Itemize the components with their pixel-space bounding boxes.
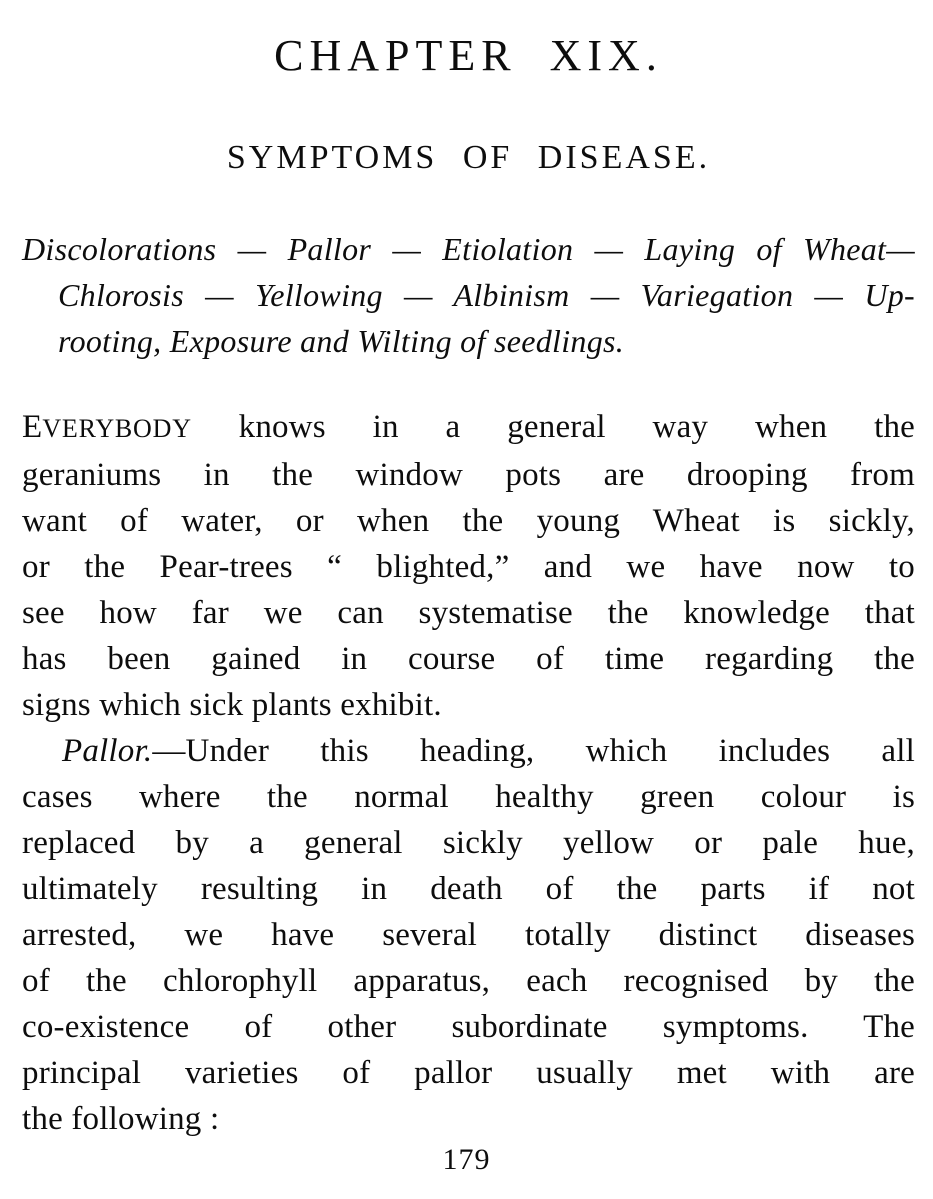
- line-text: —Under this heading, which includes all: [152, 733, 915, 769]
- body-line: ultimately resulting in death of the parts if not: [22, 871, 915, 907]
- chapter-heading: CHAPTER XIX.: [274, 31, 663, 80]
- body-line: or the Pear-trees “ blighted,” and we have now to: [22, 549, 915, 585]
- paragraph-pallor: [22, 728, 915, 1142]
- body-line: [22, 728, 915, 774]
- body-line: principal varieties of pallor usually met with are: [22, 1055, 915, 1091]
- headnote-line: Chlorosis — Yellowing — Albinism — Variegation — Up-: [58, 277, 915, 313]
- leading-capital: E: [22, 409, 43, 445]
- body-line: want of water, or when the young Wheat is sickly,: [22, 503, 915, 539]
- chapter-headnote: [22, 226, 915, 364]
- headnote-line: Discolorations — Pallor — Etiolation — Laying of Wheat—: [22, 231, 915, 267]
- body-line: see how far we can systematise the knowledge that: [22, 595, 915, 631]
- page-number: 179: [442, 1143, 491, 1176]
- body-line: geraniums in the window pots are drooping from: [22, 457, 915, 493]
- body-line: [22, 404, 915, 452]
- body-line: of the chlorophyll apparatus, each recognised by the: [22, 963, 915, 999]
- body-line: signs which sick plants exhibit.: [22, 687, 442, 723]
- paragraph-everybody: [22, 404, 915, 728]
- body-line: the following :: [22, 1101, 220, 1137]
- body-line: arrested, we have several totally distinct diseases: [22, 917, 915, 953]
- body-line: cases where the normal healthy green colour is: [22, 779, 915, 815]
- italic-lead-word: Pallor.: [62, 733, 153, 769]
- headnote-line: rooting, Exposure and Wilting of seedlings.: [58, 323, 625, 359]
- body-line: replaced by a general sickly yellow or pale hue,: [22, 825, 915, 861]
- section-heading: SYMPTOMS OF DISEASE.: [226, 139, 711, 176]
- body-text: [22, 404, 915, 1142]
- body-line: has been gained in course of time regarding the: [22, 641, 915, 677]
- line-text: knows in a general way when the: [191, 409, 915, 445]
- smallcaps-word: VERYBODY: [42, 414, 192, 443]
- body-line: co-existence of other subordinate symptoms. The: [22, 1009, 915, 1045]
